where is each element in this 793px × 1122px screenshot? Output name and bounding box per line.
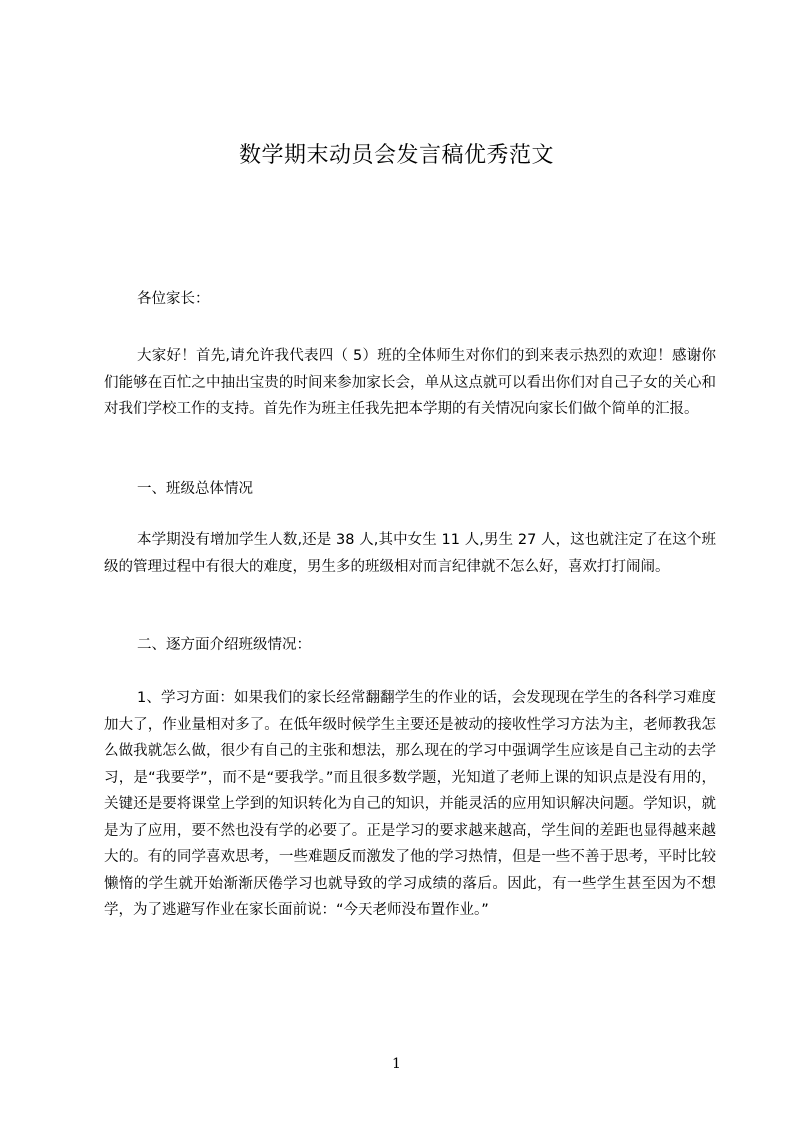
class-overview-paragraph: 本学期没有增加学生人数,还是 38 人,其中女生 11 人,男生 27 人，这也就注定了在这个班级的管理过程中有很大的难度，男生多的班级相对而言纪律就不怎么好，喜欢打打闹闹。: [104, 532, 716, 575]
salutation: 各位家长：: [137, 291, 210, 307]
section-heading-class-overview: 一、班级总体情况: [137, 481, 253, 497]
intro-paragraph: 大家好！首先,请允许我代表四（ 5）班的全体师生对你们的到来表示热烈的欢迎！感谢你们能够在百忙之中抽出宝贵的时间来参加家长会，单从这点就可以看出你们对自己子女的关心和对我们学校工作的支持。首先作为班主任我先把本学期的有关情况向家长们做个简单的汇报。: [104, 348, 716, 417]
page-number: 1: [392, 1056, 401, 1072]
study-aspect-paragraph: 1、学习方面：如果我们的家长经常翻翻学生的作业的话，会发现现在学生的各科学习难度加大了，作业量相对多了。在低年级时候学生主要还是被动的接收性学习方法为主，老师教我怎么做我就怎么做，很少有自己的主张和想法，那么现在的学习中强调学生应该是自己主动的去学习，是“我要学”，而不是“要我学。”而且很多数学题，光知道了老师上课的知识点是没有用的，关键还是要将课堂上学到的知识转化为自己的知识，并能灵活的应用知识解决问题。学知识，就是为了应用，要不然也没有学的必要了。正是学习的要求越来越高，学生间的差距也显得越来越大的。有的同学喜欢思考，一些难题反而激发了他的学习热情，但是一些不善于思考，平时比较懒惰的学生就开始渐渐厌倦学习也就导致的学习成绩的落后。因此，有一些学生甚至因为不想学，为了逃避写作业在家长面前说：“今天老师没布置作业。”: [104, 690, 716, 918]
document-title: 数学期末动员会发言稿优秀范文: [238, 143, 554, 168]
section-heading-class-details: 二、逐方面介绍班级情况：: [137, 637, 311, 653]
